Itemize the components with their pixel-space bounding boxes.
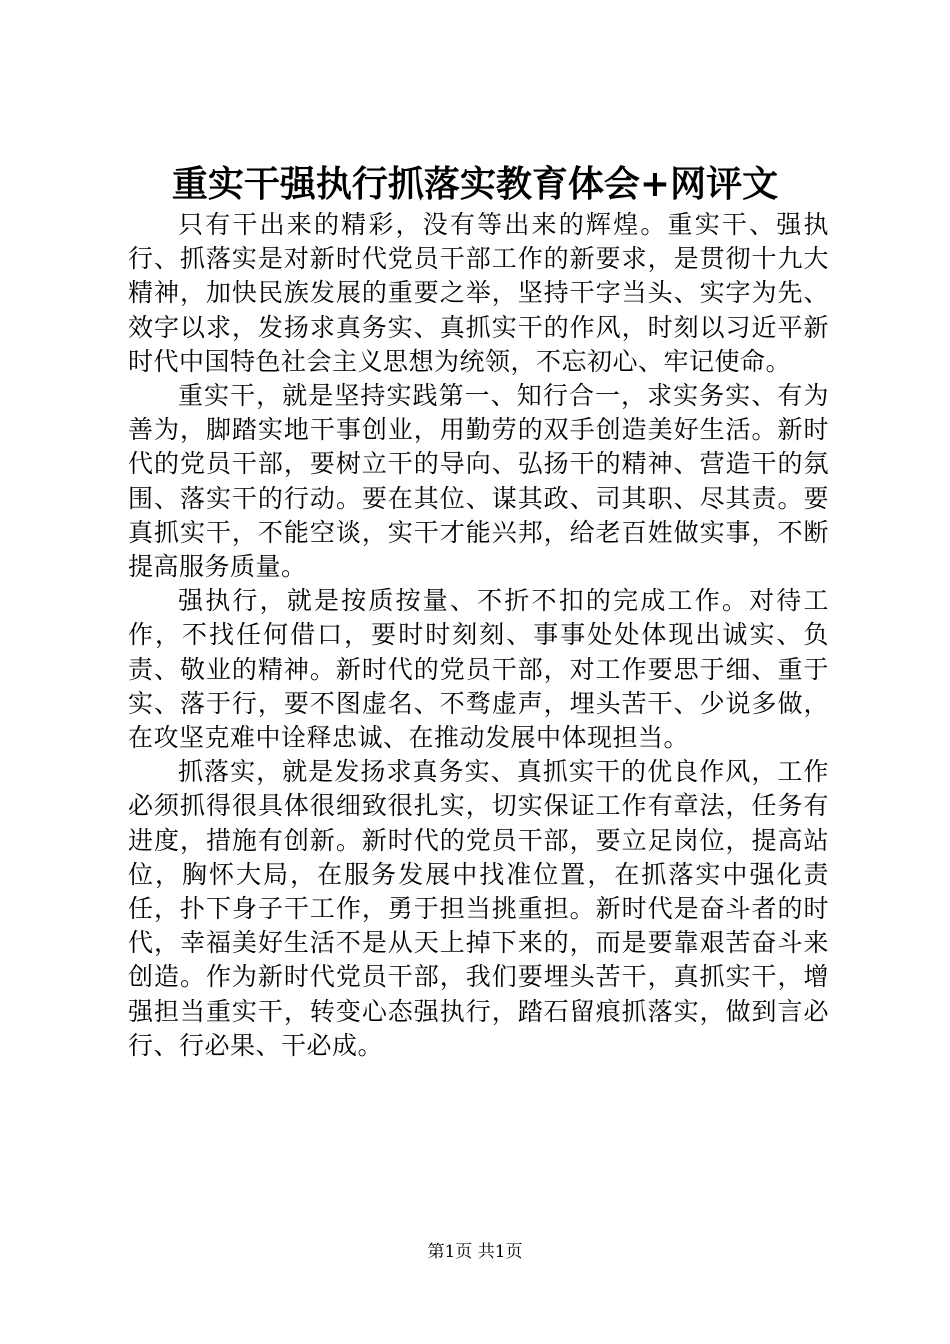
paragraph-intro: 只有干出来的精彩，没有等出来的辉煌。重实干、强执行、抓落实是对新时代党员干部工作的新要求，是贯彻十九大精神，加快民族发展的重要之举，坚持干字当头、实字为先、效字以求，发扬求真务实、真抓实干的作风，时刻以习近平新时代中国特色社会主义思想为统领，不忘初心、牢记使命。 (128, 210, 829, 376)
paragraph-execution: 强执行，就是按质按量、不折不扣的完成工作。对待工作，不找任何借口，要时时刻刻、事事处处体现出诚实、负责、敬业的精神。新时代的党员干部，对工作要思于细、重于实、落于行，要不图虚名、不骛虚声，埋头苦干、少说多做，在攻坚克难中诠释忠诚、在推动发展中体现担当。 (128, 586, 829, 753)
document-title: 重实干强执行抓落实教育体会+网评文 (171, 163, 779, 205)
page-footer: 第1页 共1页 (427, 1242, 523, 1262)
paragraph-practical-work: 重实干，就是坚持实践第一、知行合一，求实务实、有为善为，脚踏实地干事创业，用勤劳的双手创造美好生活。新时代的党员干部，要树立干的导向、弘扬干的精神、营造干的氛围、落实干的行动。要在其位、谋其政、司其职、尽其责。要真抓实干，不能空谈，实干才能兴邦，给老百姓做实事，不断提高服务质量。 (128, 381, 829, 582)
paragraph-implementation: 抓落实，就是发扬求真务实、真抓实干的优良作风，工作必须抓得很具体很细致很扎实，切实保证工作有章法，任务有进度，措施有创新。新时代的党员干部，要立足岗位，提高站位，胸怀大局，在服务发展中找准位置，在抓落实中强化责任，扑下身子干工作，勇于担当挑重担。新时代是奋斗者的时代，幸福美好生活不是从天上掉下来的，而是要靠艰苦奋斗来创造。作为新时代党员干部，我们要埋头苦干，真抓实干，增强担当重实干，转变心态强执行，踏石留痕抓落实，做到言必行、行必果、干必成。 (128, 757, 829, 1060)
document-body (128, 208, 829, 1063)
